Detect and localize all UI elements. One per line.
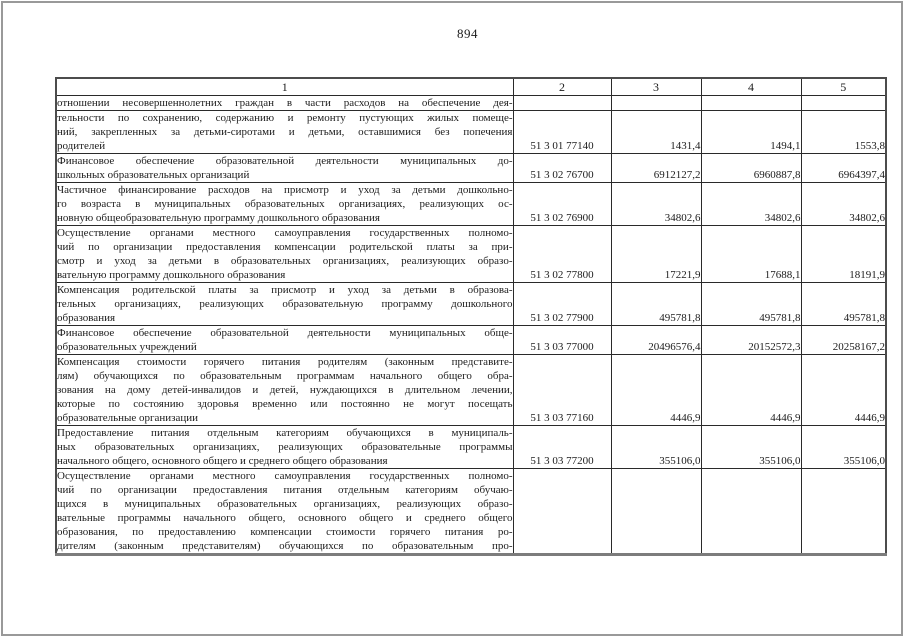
row-description: отношении несовершеннолетних граждан в части расходов на обеспечение дея- xyxy=(57,97,513,109)
row-amount-1: 17221,9 xyxy=(611,226,701,283)
row-code: 51 3 03 77200 xyxy=(513,426,611,469)
row-description: Компенсация стоимости горячего питания родителям (законным представите- лям) обучающихся по образовательным программам начального общего обра- зования на дому детей-инвалидов и детей, нуждающихся в длительном лечении, которые по состоянию здоровья временно или постоянно не могут посещать образовательные организации xyxy=(57,356,513,424)
table-row xyxy=(56,469,886,555)
row-amount-2 xyxy=(701,469,801,555)
column-header-1: 1 xyxy=(56,78,513,96)
row-amount-2: 355106,0 xyxy=(701,426,801,469)
row-description: тельности по сохранению, содержанию и ремонту пустующих жилых помеще- ний, закрепленных за детьми-сиротами и детьми, оставшимися без попечения родителей xyxy=(57,112,513,152)
row-code: 51 3 03 77000 xyxy=(513,326,611,355)
row-amount-2: 1494,1 xyxy=(701,111,801,154)
row-code: 51 3 02 77900 xyxy=(513,283,611,326)
table-row xyxy=(56,283,886,326)
row-amount-1: 20496576,4 xyxy=(611,326,701,355)
table-row xyxy=(56,326,886,355)
row-amount-3 xyxy=(801,469,886,555)
row-amount-2: 6960887,8 xyxy=(701,154,801,183)
row-description: Компенсация родительской платы за присмотр и уход за детьми в образова- тельных организациях, реализующих образовательную программу дошкольного образования xyxy=(57,284,513,324)
row-amount-3 xyxy=(801,96,886,111)
row-amount-1: 495781,8 xyxy=(611,283,701,326)
row-code: 51 3 02 76900 xyxy=(513,183,611,226)
table-row xyxy=(56,111,886,154)
row-amount-1: 6912127,2 xyxy=(611,154,701,183)
row-amount-2: 4446,9 xyxy=(701,355,801,426)
table-row xyxy=(56,154,886,183)
row-amount-2: 495781,8 xyxy=(701,283,801,326)
page-number: 894 xyxy=(457,26,478,41)
row-code: 51 3 02 76700 xyxy=(513,154,611,183)
row-description: Осуществление органами местного самоуправления государственных полномо- чий по организации предоставления питания отдельным категориям обучаю- щихся в муниципальных образовательных организациях, реализующих образо- вательные программы начального общего, основного общего и среднего общего образования, по предоставлению компенсации стоимости горячего питания ро- дителям (законным представителям) обучающихся по образовательным про- xyxy=(56,469,513,555)
table-row xyxy=(56,426,886,469)
column-header-3: 3 xyxy=(611,78,701,96)
row-description: Финансовое обеспечение образовательной деятельности муниципальных до- школьных образовательных организаций xyxy=(57,155,513,181)
table-row xyxy=(56,226,886,283)
row-code xyxy=(513,469,611,555)
row-amount-2: 17688,1 xyxy=(701,226,801,283)
row-code xyxy=(513,96,611,111)
row-amount-1 xyxy=(611,469,701,555)
row-amount-2: 20152572,3 xyxy=(701,326,801,355)
row-amount-1: 4446,9 xyxy=(611,355,701,426)
row-amount-2 xyxy=(701,96,801,111)
row-amount-3: 20258167,2 xyxy=(801,326,886,355)
row-amount-3: 6964397,4 xyxy=(801,154,886,183)
table-row xyxy=(56,355,886,426)
row-code: 51 3 02 77800 xyxy=(513,226,611,283)
row-amount-3: 34802,6 xyxy=(801,183,886,226)
row-amount-3: 18191,9 xyxy=(801,226,886,283)
row-amount-1: 1431,4 xyxy=(611,111,701,154)
budget-table xyxy=(55,77,887,556)
row-amount-3: 1553,8 xyxy=(801,111,886,154)
table-row xyxy=(56,96,886,111)
row-amount-3: 495781,8 xyxy=(801,283,886,326)
row-code: 51 3 03 77160 xyxy=(513,355,611,426)
row-amount-1 xyxy=(611,96,701,111)
column-header-4: 4 xyxy=(701,78,801,96)
row-amount-2: 34802,6 xyxy=(701,183,801,226)
column-header-5: 5 xyxy=(801,78,886,96)
row-amount-1: 355106,0 xyxy=(611,426,701,469)
row-description: Финансовое обеспечение образовательной деятельности муниципальных обще- образовательных учреждений xyxy=(57,327,513,353)
column-header-2: 2 xyxy=(513,78,611,96)
table-row xyxy=(56,183,886,226)
row-description: Предоставление питания отдельным категориям обучающихся в муниципаль- ных образовательных организациях, реализующих образовательные программы начального общего, основного общего и среднего общего образования xyxy=(57,427,513,467)
row-amount-1: 34802,6 xyxy=(611,183,701,226)
row-description: Частичное финансирование расходов на присмотр и уход за детьми дошкольно- го возраста в муниципальных образовательных организациях, реализующих ос- новную общеобразовательную программу дошкольного образования xyxy=(57,184,513,224)
row-amount-3: 4446,9 xyxy=(801,355,886,426)
row-description: Осуществление органами местного самоуправления государственных полномо- чий по организации предоставления компенсации родительской платы за при- смотр и уход за детьми в образовательных организациях, реализующих образо- вательную программу дошкольного образования xyxy=(57,227,513,281)
table-header-row xyxy=(56,78,886,96)
row-code: 51 3 01 77140 xyxy=(513,111,611,154)
row-amount-3: 355106,0 xyxy=(801,426,886,469)
